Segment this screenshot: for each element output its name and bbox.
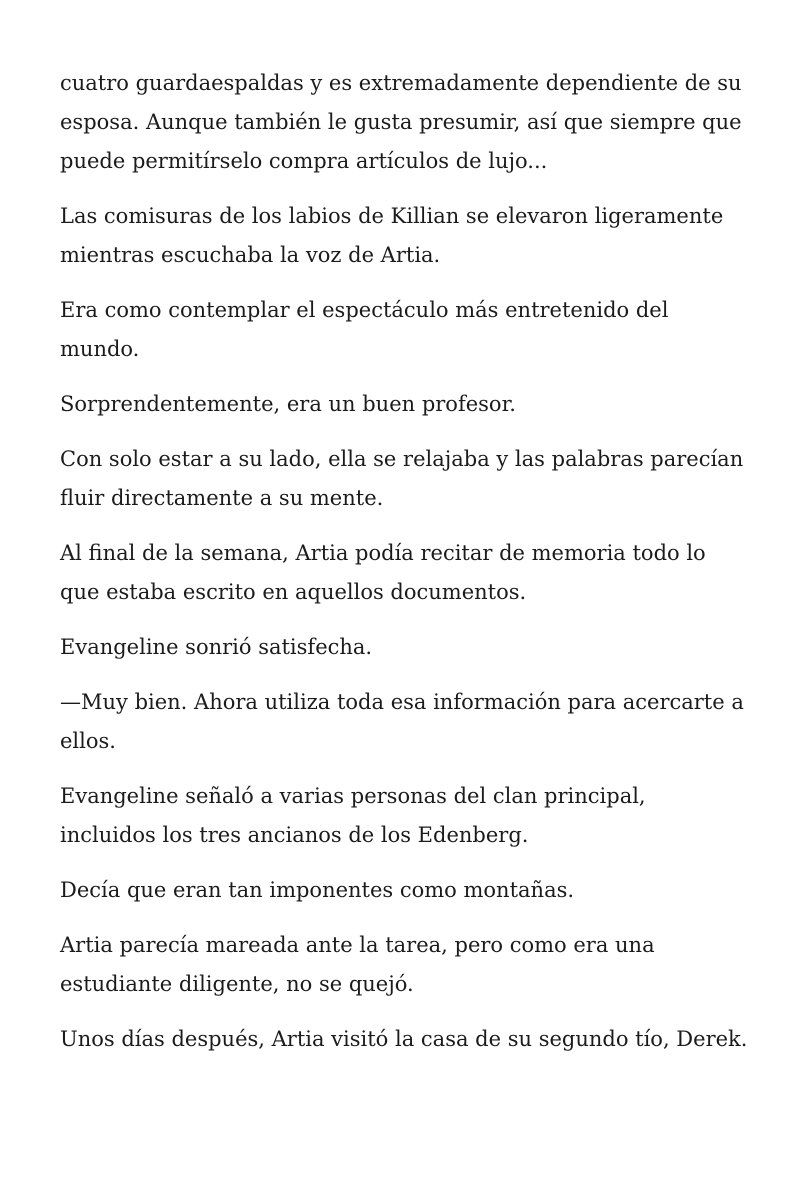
paragraph: Decía que eran tan imponentes como montañas. <box>60 878 575 902</box>
dialogue-paragraph: —Muy bien. Ahora utiliza toda esa información para acercarte a ellos. <box>60 690 744 753</box>
paragraph: Evangeline señaló a varias personas del clan principal, incluidos los tres ancianos de los Edenberg. <box>60 784 646 847</box>
paragraph: Sorprendentemente, era un buen profesor. <box>60 392 516 416</box>
paragraph: Las comisuras de los labios de Killian se elevaron ligeramente mientras escuchaba la voz de Artia. <box>60 204 724 267</box>
paragraph: Era como contemplar el espectáculo más entretenido del mundo. <box>60 298 669 361</box>
paragraph: cuatro guardaespaldas y es extremadamente dependiente de su esposa. Aunque también le gusta presumir, así que siempre que puede permitírselo compra artículos de lujo... <box>60 71 742 173</box>
paragraph: Evangeline sonrió satisfecha. <box>60 635 373 659</box>
paragraph: Con solo estar a su lado, ella se relajaba y las palabras parecían fluir directamente a su mente. <box>60 447 744 510</box>
paragraph: Al final de la semana, Artia podía recitar de memoria todo lo que estaba escrito en aquellos documentos. <box>60 541 706 604</box>
paragraph: Unos días después, Artia visitó la casa de su segundo tío, Derek. <box>60 1027 748 1051</box>
paragraph: Artia parecía mareada ante la tarea, pero como era una estudiante diligente, no se quejó. <box>60 933 655 996</box>
